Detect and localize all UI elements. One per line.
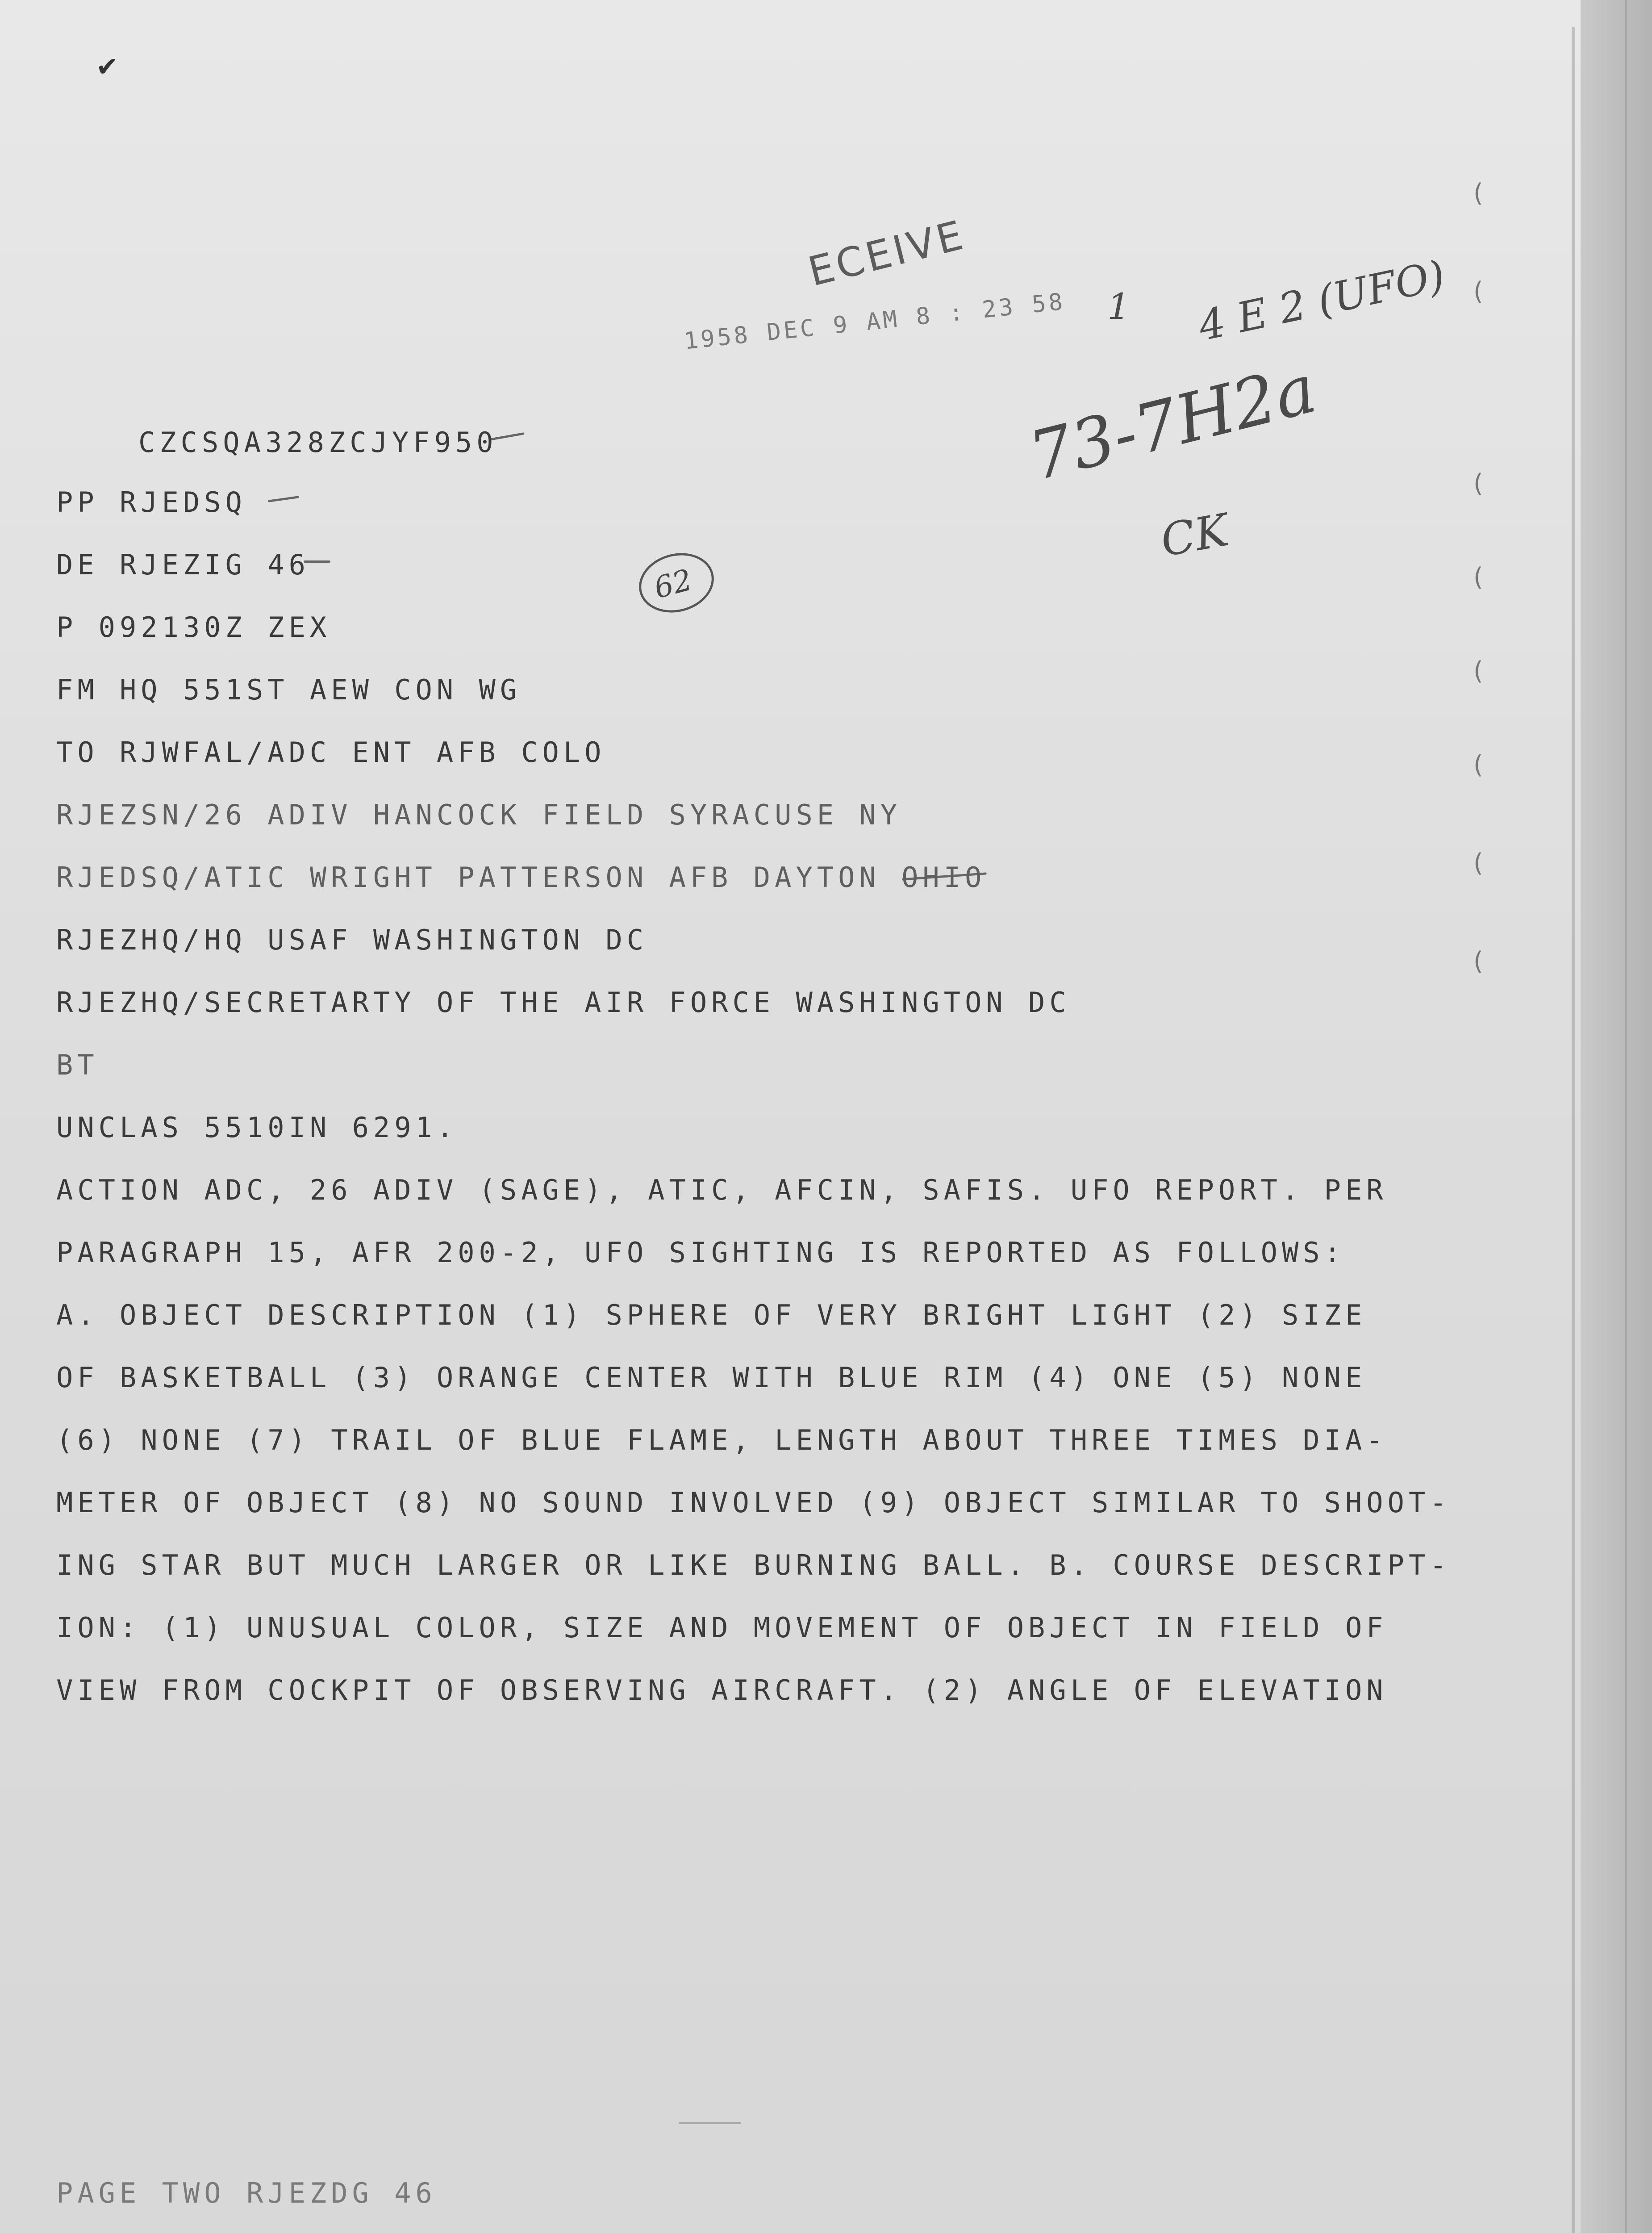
circled-page-number: 62 [632,545,721,621]
body-line: METER OF OBJECT (8) NO SOUND INVOLVED (9) OBJECT SIMILAR TO SHOOT- [56,1486,1451,1519]
addressee-line: RJEZHQ/HQ USAF WASHINGTON DC [56,924,648,956]
dtg-line: P 092130Z ZEX [56,611,331,644]
binder-mark: ( [1473,657,1483,686]
break-line: BT [56,1049,99,1081]
binder-mark: ( [1473,277,1483,306]
binder-mark: ( [1473,947,1483,976]
handwritten-file-number: 73-7H2a [1022,350,1324,496]
fold-line [1572,27,1575,2233]
body-line: ACTION ADC, 26 ADIV (SAGE), ATIC, AFCIN, SAFIS. UFO REPORT. PER [56,1174,1388,1206]
body-line: OF BASKETBALL (3) ORANGE CENTER WITH BLUE RIM (4) ONE (5) NONE [56,1361,1367,1394]
body-line: VIEW FROM COCKPIT OF OBSERVING AIRCRAFT. (2) ANGLE OF ELEVATION [56,1674,1388,1706]
binder-mark: ( [1473,849,1483,878]
body-line: ING STAR BUT MUCH LARGER OR LIKE BURNING BALL. B. COURSE DESCRIPT- [56,1549,1451,1581]
handwritten-ufo-note: 4 E 2 (UFO) [1194,251,1449,351]
page-edge-shadow [1581,0,1652,2233]
body-line: A. OBJECT DESCRIPTION (1) SPHERE OF VERY BRIGHT LIGHT (2) SIZE [56,1299,1367,1331]
de-line: DE RJEZIG 46 [56,548,310,581]
message-id-line: CZCSQA328ZCJYF950 [138,426,498,459]
page-two-header: PAGE TWO RJEZDG 46 [56,2177,437,2209]
received-date-stamp: 1958 DEC 9 AM 8 : 23 58 [683,288,1067,355]
pencil-dash [268,496,299,502]
handwritten-initials: CK [1156,503,1233,567]
to-line: TO RJWFAL/ADC ENT AFB COLO [56,736,606,769]
from-line: FM HQ 551ST AEW CON WG [56,673,521,706]
binder-mark: ( [1473,469,1483,498]
addressee-line: RJEZHQ/SECRETARTY OF THE AIR FORCE WASHINGTON DC [56,986,1071,1019]
precedence-line: PP RJEDSQ [56,486,246,519]
binder-mark: ( [1473,750,1483,779]
page-separator [679,2122,741,2124]
stray-mark: ✔ [96,51,119,83]
margin-line [1625,0,1627,2233]
handwritten-tick: 1 [1107,286,1130,327]
body-line: ION: (1) UNUSUAL COLOR, SIZE AND MOVEMENT OF OBJECT IN FIELD OF [56,1611,1388,1644]
body-line: PARAGRAPH 15, AFR 200-2, UFO SIGHTING IS REPORTED AS FOLLOWS: [56,1236,1345,1269]
received-stamp: ECEIVE [804,211,970,296]
addressee-line: RJEZSN/26 ADIV HANCOCK FIELD SYRACUSE NY [56,799,902,831]
body-line: (6) NONE (7) TRAIL OF BLUE FLAME, LENGTH ABOUT THREE TIMES DIA- [56,1424,1388,1456]
addressee-line: RJEDSQ/ATIC WRIGHT PATTERSON AFB DAYTON OHIO [56,861,986,894]
binder-mark: ( [1473,179,1483,208]
binder-mark: ( [1473,563,1483,592]
classification-line: UNCLAS 5510IN 6291. [56,1111,458,1144]
